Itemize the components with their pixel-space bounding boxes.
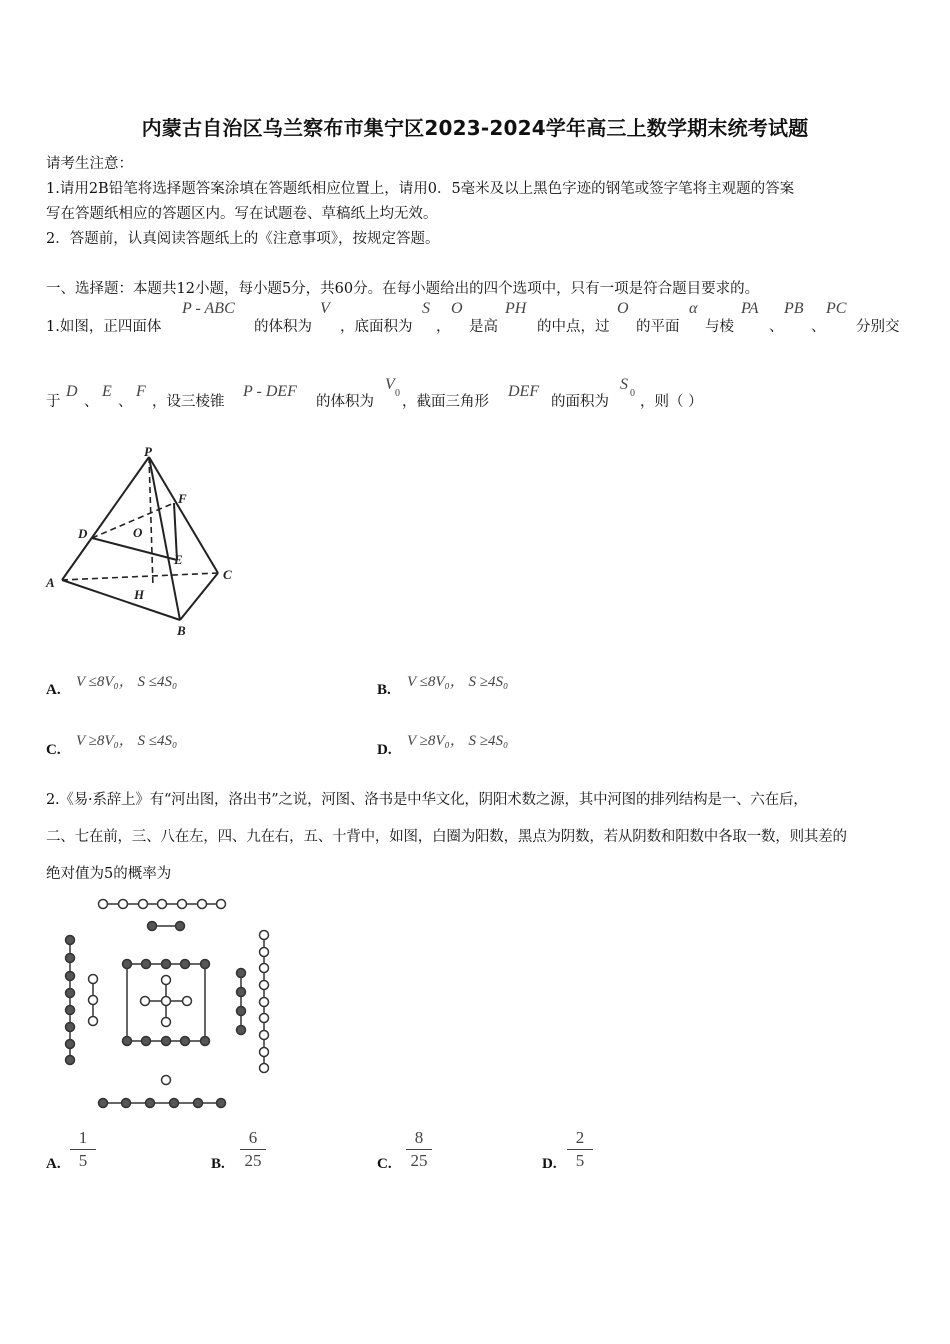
- q1-math: E: [102, 383, 112, 400]
- edge-pa: [62, 457, 149, 580]
- option-label: B.: [377, 682, 391, 698]
- q1-text: 的体积为: [316, 394, 374, 410]
- q1-text: 、: [118, 394, 133, 410]
- section-heading: 一、选择题：本题共12小题，每小题5分，共60分。在每小题给出的四个选项中，只有一项是符合题目要求的。: [46, 281, 760, 297]
- option-label: A.: [46, 1156, 61, 1172]
- q1-math: PH: [505, 300, 527, 317]
- q1-math: PC: [826, 300, 847, 317]
- q1-text: 于: [46, 394, 61, 410]
- q1-math: F: [136, 383, 146, 400]
- notice-item-1-line-2: 写在答题纸相应的答题区内。写在试题卷、草稿纸上均无效。: [46, 206, 438, 222]
- q1-text: ，截面三角形: [402, 394, 489, 410]
- option-label: B.: [211, 1156, 225, 1172]
- option-label: D.: [377, 742, 392, 758]
- edge-ab: [62, 580, 180, 620]
- q1-text: 1.如图，正四面体: [46, 319, 162, 335]
- q1-math: α: [689, 300, 698, 317]
- q1-math: O: [451, 300, 463, 317]
- q1-text: 的平面: [636, 319, 680, 335]
- notice-item-1-line-1: 1.请用2B铅笔将选择题答案涂填在答题纸相应位置上，请用0．5毫米及以上黑色字迹的钢笔或签字笔将主观题的答案: [46, 181, 795, 197]
- q1-text: 、: [84, 394, 99, 410]
- label-a: A: [46, 575, 55, 590]
- option-fraction: 6 25: [238, 1129, 268, 1170]
- q1-math: PA: [741, 300, 759, 317]
- label-e: E: [174, 552, 183, 567]
- q1-math: V: [320, 300, 330, 317]
- q1-math: P - DEF: [243, 383, 297, 400]
- option-text: V ≥8V₀， S ≤4S₀: [76, 733, 178, 749]
- option-label: D.: [542, 1156, 557, 1172]
- question-2-line-3: 绝对值为5的概率为: [46, 866, 172, 882]
- label-f: F: [178, 491, 187, 506]
- option-text: V ≤8V₀， S ≤4S₀: [76, 674, 178, 690]
- q1-math: P - ABC: [182, 300, 235, 317]
- q1-math-subscript: 0: [630, 388, 635, 399]
- q1-text: ，设三棱锥: [152, 394, 225, 410]
- q1-text: 的面积为: [551, 394, 609, 410]
- label-b: B: [177, 623, 186, 638]
- hetu-diagram: [55, 890, 280, 1115]
- label-h: H: [134, 587, 145, 602]
- tetrahedron-figure: [40, 440, 250, 645]
- option-label: C.: [46, 742, 61, 758]
- q1-text: 与棱: [705, 319, 734, 335]
- question-2-line-1: 2.《易·系辞上》有“河出图，洛出书”之说，河图、洛书是中华文化，阴阳术数之源，其中河图的排列结构是一、六在后，: [46, 792, 808, 808]
- page-title: 内蒙古自治区乌兰察布市集宁区2023-2024学年高三上数学期末统考试题: [141, 116, 809, 140]
- q1-math: S: [620, 376, 628, 393]
- option-text: V ≤8V₀， S ≥4S₀: [407, 674, 509, 690]
- q1-math: DEF: [508, 383, 540, 400]
- q1-text: ，则（ ）: [640, 394, 703, 410]
- q1-text: 分别交: [856, 319, 900, 335]
- q1-math-subscript: 0: [395, 388, 400, 399]
- option-fraction: 8 25: [404, 1129, 434, 1170]
- q1-text: 的中点，过: [537, 319, 610, 335]
- option-fraction: 1 5: [68, 1129, 98, 1170]
- q1-text: 、: [811, 319, 826, 335]
- question-2-line-2: 二、七在前，三、八在左，四、九在右，五、十背中，如图，白圈为阳数，黑点为阴数，若从阴数和阳数中各取一数，则其差的: [46, 829, 847, 845]
- q1-text: 的体积为: [254, 319, 312, 335]
- label-c: C: [223, 567, 232, 582]
- q1-math: D: [66, 383, 78, 400]
- notice-item-2: 2．答题前，认真阅读答题纸上的《注意事项》，按规定答题。: [46, 231, 440, 247]
- option-label: C.: [377, 1156, 392, 1172]
- q1-text: ，: [436, 319, 451, 335]
- option-fraction: 2 5: [565, 1129, 595, 1170]
- label-p: P: [144, 444, 152, 459]
- q1-text: ，底面积为: [340, 319, 413, 335]
- q1-math: S: [422, 300, 430, 317]
- label-o: O: [133, 525, 143, 540]
- option-text: V ≥8V₀， S ≥4S₀: [407, 733, 509, 749]
- label-d: D: [78, 526, 88, 541]
- edge-bc: [180, 573, 218, 620]
- q1-math: O: [617, 300, 629, 317]
- q1-text: 是高: [469, 319, 498, 335]
- option-label: A.: [46, 682, 61, 698]
- edge-ac-hidden: [62, 573, 218, 580]
- q1-text: 、: [769, 319, 784, 335]
- q1-math: V: [385, 376, 395, 393]
- q1-math: PB: [784, 300, 804, 317]
- notice-heading: 请考生注意：: [46, 156, 133, 172]
